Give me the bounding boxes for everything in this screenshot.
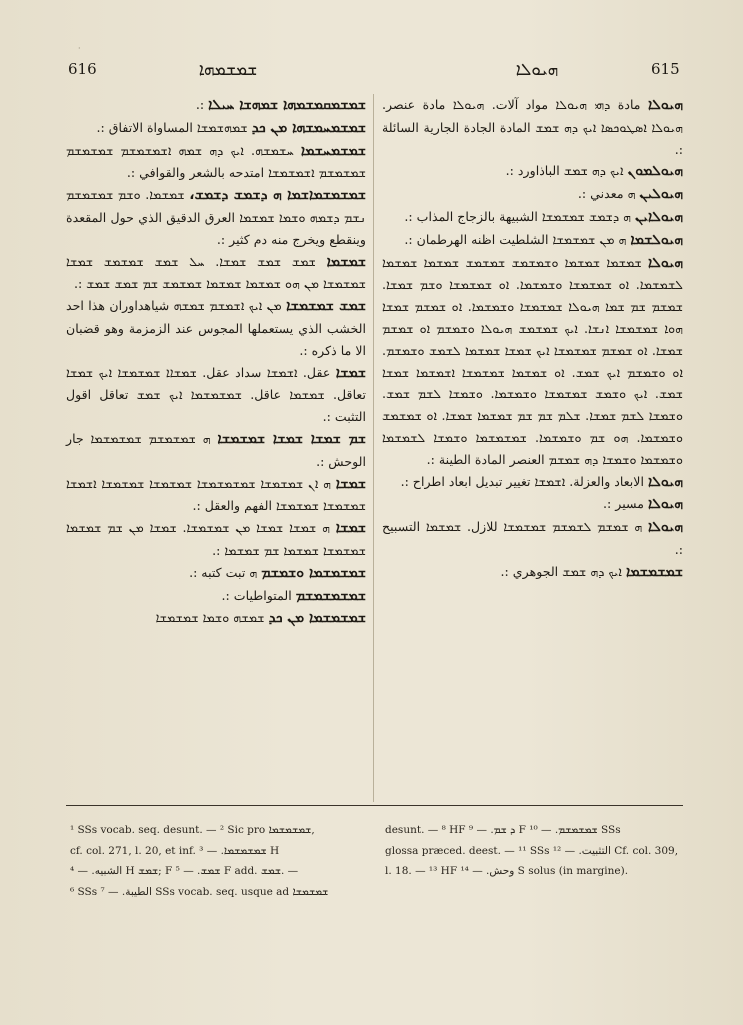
entry-headword: ܫܡܫܡܚܫܡܐ	[300, 142, 366, 159]
entry-headword: ܫܡܫܡܫܡܐ ܘܫܡܫܡ	[261, 564, 366, 581]
dictionary-entry	[382, 206, 683, 229]
entry-headword: ܫܡܫܐ	[335, 364, 366, 381]
entry-headword: ܫܡ ܫܡܫܐ ܫܡܫܐ ܫܡܫܡܫܐ	[217, 430, 366, 447]
entry-definition: ܗ معدني :.	[577, 186, 636, 202]
entry-definition: ܗ ܫܡܫܡ ܠܫܡܫܡ ܫܡܫܡܫܐ للازل. ܫܡܫܡܐ التسبيح :.	[382, 519, 683, 557]
dictionary-entry	[66, 117, 366, 140]
dictionary-entry	[66, 251, 366, 296]
entry-headword: ܗܝܘܠܡܘܢ	[627, 163, 683, 180]
left-page-number: 616	[68, 60, 97, 78]
footnotes-right	[385, 820, 685, 882]
dictionary-entry	[382, 183, 683, 206]
entry-headword: ܗܝܘܠܐ	[648, 473, 683, 490]
dictionary-entry	[66, 517, 366, 562]
entry-headword: ܗܝܘܠܐ	[648, 97, 683, 113]
entry-definition: ܗ ܫܡܫܡܫܡ ܫܡܫܡܫܡܐ جار الوحش :.	[66, 430, 366, 469]
entry-definition: المتواطيات :.	[221, 587, 292, 603]
right-page-number: 615	[651, 60, 680, 78]
entry-headword: ܫܡܫ ܫܡܫܡܫܐ	[286, 298, 366, 315]
dictionary-entry	[66, 94, 366, 117]
footnote-line: glossa præced. deest. — ¹¹ SSs التثبيت. — ¹² Cf. col. 309,	[385, 844, 679, 857]
entry-headword: ܫܡܫܡܚܡܫܗܐ ܡܢ ܟܕ	[251, 119, 366, 136]
entry-definition: مادة ܕܗܝ ܗܝܘܠܐ مواد آلات. ܗܝܘܠܐ مادة عنصر. ܗܝܘܠܐ ܐܣܛܘܟܣܐ ܐܝܟ ܕܗ ܫܡܫ المادة الجادة الجارية السائلة :.	[382, 97, 683, 157]
entry-definition: ܫܡܫܡܐ ܫܡܫܡܐ ܘܫܡܫܡܫ ܫܡܫܡܫ ܫܡܫܡܐ ܫܡܫܡܐ ܠܫܡܫܡܐ. ܐܘ ܫܡܫܡܫܐ ܘܫܡܫܡܐ. ܐܘ ܫܡܫܡܫܐ ܘܫܡ ܫܡܫܐ. ܫܡܫܡ ܫܡ ܫܡܐ ܗܝܘܠܐ ܫܡܫܡܫܐ ܘܫܡܫܡܐ. ܐܘ ܫܡܫܡ ܫܡܫܐ ܗܘܐ ܫܡܫܡܫܐ ܐܢܫܐ. ܐܝܟ ܫܡܫܡܫ ܗܝܘܠܐ ܘܫܡܫܡ ܐܘ ܫܡܫܡ ܫܡܫܐ. ܐܘ ܫܡܫܡ ܫܡܫܡܫܐ ܐܝܟ ܫܡܫܐ ܫܡܫܡܐ ܠܫܡܫ ܘܫܡܫܡ. ܐܘ ܘܫܡܫܡ ܐܝܟ ܫܡܫ. ܐܘ ܫܡܫܡܐ ܫܡܫܡܫܐ ܐܫܡܫܡܐ ܫܡܫܐ ܫܡܫ. ܐܝܟ ܘܫܡܫ ܫܡܫܡܫܐ ܘܫܡܫܡܐ. ܘܫܡܫܐ ܠܫܡ ܫܡܫ. ܘܫܡܫܐ ܠܫܡ ܫܡܫܐ. ܫܠܡ ܫܡ ܫܡ ܫܡܫܡܐ ܫܡܫܐ. ܐܘ ܫܡܫܡܫ ܘܫܡܫܡܐ. ܗܘ ܫܡ ܘܫܡܫܡܐ. ܫܡܫܡܫܡܐ ܘܫܡܫܐ ܠܫܡܫܡܐ ܘܫܡܫܡܐ ܘܫܡܫܐ ܕܗ ܫܡܫܡ العنصر المادة الطينة :.	[382, 254, 683, 467]
entry-headword: ܫܡܫܡܫܡܐܫܡܐ ܗ ܕܫܡܫ ܕܫܡܫ،	[189, 187, 366, 204]
right-column	[382, 94, 683, 584]
entry-definition: ܫܡܫ ܫܡܫ ܫܡܫܐ. ܚܠ ܫܡܫ ܫܡܫܡܫ ܫܡܫܐ ܫܡܫܡܫܐ ܡܢ ܗܘ ܫܡܫܡܐ ܫܡܫܡܐ ܫܡܫܡܫ ܫܡ ܫܡܫ ܫܡܫ :.	[66, 253, 366, 292]
dictionary-entry	[66, 140, 366, 185]
entry-headword: ܫܡܫܡܐ	[326, 253, 366, 270]
dictionary-entry	[66, 473, 366, 518]
dictionary-entry	[382, 493, 683, 516]
entry-definition: ܗ ܐܢ ܫܡܫܡܫܐ ܫܡܫܡܫܡܫܐ ܫܡܫܡܫܐ ܫܡܫܡܫܐ ܐܫܡܫܐ ܫܡܫܡܫܐ ܫܡܫܡܫܐ الفهم والعقل :.	[66, 475, 366, 514]
dictionary-entry	[66, 607, 366, 630]
entry-definition: ܫܡܗܫܡܫܐ المساواة الاتفاق :.	[96, 119, 248, 135]
dictionary-entry	[382, 471, 683, 494]
entry-definition: ܗ ܕܫܡܫ ܫܡܫܡܫܐ الشبيهة بالزجاج المذاب :.	[404, 208, 632, 224]
entry-definition: ܫܡܫܡܐ. ܘܫܡ ܫܡܫܡܫܡ ܢܫܡ ܕܫܡܗ ܘܫܡܐ ܫܡܫܡܐ العرق الدقيق الذي حول المقعدة وينقطع ويخرج منه دم كثير :.	[66, 187, 366, 247]
dictionary-entry	[66, 184, 366, 250]
footnote-line: desunt. — ⁸ HF ܕ ܫܡ. — ⁹ F ܫܡܫܡܫܡ. — ¹⁰ SSs	[385, 824, 621, 836]
entry-headword: ܫܡܫܡܫܡܐ	[625, 563, 683, 580]
dictionary-entry	[66, 428, 366, 473]
dictionary-entry	[382, 160, 683, 183]
entry-definition: :.	[195, 97, 205, 112]
entry-headword: ܗܝܘܠܐ	[648, 254, 683, 271]
entry-headword: ܫܡܫܐ	[335, 520, 366, 537]
entry-definition: عقل. ܐܫܡܫܐ سداد عقل. ܫܡܫܐܐ ܫܡܫܡܫܐ ܐܝܟ ܫܡܫܐ تعاقل. ܫܡܫܡܐ عاقل. ܫܡܫܡܫܡܐ ܐܝܟ ܫܡܫ تعاقل اقول التثبت :.	[66, 364, 366, 425]
entry-headword: ܗܝܘܠܫܡܐ	[630, 231, 683, 248]
entry-definition: ܫܡܫܗ ܘܫܡܐ ܫܡܫܡܫܐ	[155, 610, 265, 626]
dictionary-entry	[66, 562, 366, 585]
dictionary-entry	[382, 252, 683, 471]
dictionary-entry	[382, 516, 683, 561]
entry-headword: ܫܡܫܐ	[335, 475, 366, 492]
entry-definition: الابعاد والعزلة. ܐܫܡܫܐ تغيير تبديل ابعاد اطراح :.	[400, 473, 644, 489]
entry-definition: ܗ ܫܡܫܐ ܫܡܫܐ ܡܢ ܫܡܫܡܫܐ. ܫܡܫܐ ܡܢ ܫܡ ܫܡܫܡܐ ܫܡܫܡܫܐ ܫܡܫܡܐ ܫܡ ܫܡܫܡܐ :.	[66, 520, 366, 558]
entry-headword: ܫܡܫܡܫܡܐ ܡܢ ܟܕ	[268, 610, 366, 627]
entry-headword: ܗܝܘܠܐ	[648, 496, 683, 513]
dictionary-entry	[66, 362, 366, 428]
dictionary-entry	[66, 295, 366, 361]
footnote-line: cf. col. 271, l. 20, et inf. ܫܡܫܡܫܡܐ. — ³ H	[70, 844, 280, 857]
entry-definition: ܡܢ ܐܝܟ ܐܫܡܫܡ ܫܡܫܗ شياهداوران هذا احد الخشب الذي يستعملها المجوس عند الزمزمة وهو قضبان الا ما ذكره :.	[66, 298, 366, 358]
footnotes-left	[70, 820, 365, 902]
entry-definition: ܚܫܡܫܗ. ܐܝܟ ܕܗ ܫܡܗ ܐܫܡܫܡܫܡ ܫܡܫܡܫܡ ܫܡܫܡܫܡ ܐܫܡܫܡܫܐ امتدحه بالشعر والقوافي :.	[66, 142, 366, 181]
entry-headword: ܗܝܘܠܐܝܢ	[635, 208, 683, 225]
entry-definition: ܗ ܡܢ ܫܡܫܡܫܐ الشلطيت اظنه الهرطمان :.	[404, 231, 627, 247]
entry-definition: ܗ تبت كتبه :.	[189, 564, 258, 580]
footnote-line: l. 18. — ¹³ HF وحش. — ¹⁴ S solus (in margine).	[385, 865, 629, 877]
left-running-head: ܫܡܫܡܗܐ	[198, 60, 258, 80]
left-column	[66, 94, 366, 630]
footnote-rule	[66, 805, 683, 806]
dictionary-entry	[382, 229, 683, 252]
entry-headword: ܗܝܘܠܐ	[648, 519, 683, 536]
margin-mark: ·	[78, 44, 81, 53]
entry-definition: ܐܝܟ ܕܗ ܫܡܫ الجوهري :.	[500, 563, 622, 579]
entry-definition: ܐܝܟ ܕܗ ܫܡܫ الباذاورد :.	[505, 163, 624, 179]
footnote-line: ⁶ SSs الطيبة. — ⁷ SSs vocab. seq. usque ad ܫܡܫܡܫܐ	[70, 885, 329, 898]
entry-headword: ܗܝܘܠܝܢ	[639, 186, 683, 203]
entry-headword: ܫܡܫܡܩܡܫܡܗܐ ܫܡܗܫܐ ܚܝܠܐ	[208, 97, 366, 113]
dictionary-entry	[382, 94, 683, 160]
dictionary-entry	[66, 585, 366, 608]
dictionary-entry	[382, 561, 683, 584]
footnote-line: ¹ SSs vocab. seq. desunt. — ² Sic pro ܫܡܫܡܫܡܐ,	[70, 824, 315, 836]
footnote-line: الشبيه. — ⁴ H ܫܡܫ; F ܫܡܫ. — ⁵ F add. ܫܡܫ. —	[70, 865, 299, 877]
column-divider	[373, 94, 374, 802]
entry-headword: ܫܡܫܡܫܡܫܡ	[295, 587, 366, 604]
entry-definition: مسير :.	[603, 496, 644, 512]
right-running-head: ܗܝܘܠܐ	[515, 60, 559, 80]
